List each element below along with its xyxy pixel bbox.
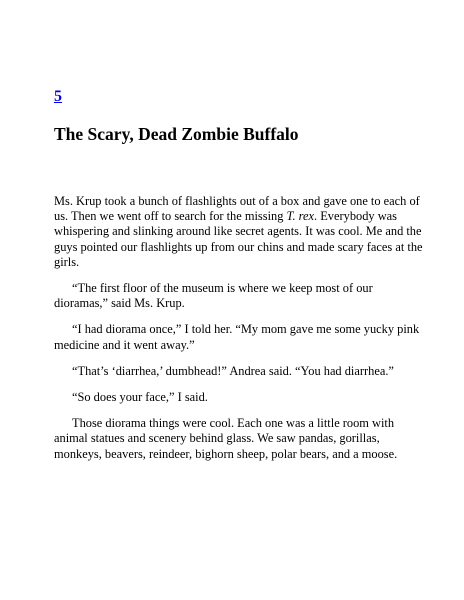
paragraph: “So does your face,” I said. xyxy=(72,390,208,405)
chapter-number-link[interactable]: 5 xyxy=(54,88,62,105)
paragraph-text: . Everybody was whispering and slinking around like secret agents. It was cool. Me and the guys pointed our flashlights up from our chins and made scary faces at the girls. xyxy=(54,209,423,269)
paragraph-text: Ms. Krup took a bunch of flashlights out of a box and gave one to each of us. Then we went off to search for the missing xyxy=(54,194,420,224)
chapter-body xyxy=(54,194,426,473)
paragraph: “The first floor of the museum is where we keep most of our dioramas,” said Ms. Krup. xyxy=(54,281,373,311)
paragraph: Those diorama things were cool. Each one was a little room with animal statues and scenery behind glass. We saw pandas, gorillas, monkeys, beavers, reindeer, bighorn sheep, polar bears, and a moose. xyxy=(54,416,398,461)
emphasized-text: T. rex xyxy=(286,209,315,224)
paragraph: “That’s ‘diarrhea,’ dumbhead!” Andrea said. “You had diarrhea.” xyxy=(72,363,394,378)
paragraph xyxy=(54,194,426,270)
chapter-title: The Scary, Dead Zombie Buffalo xyxy=(54,124,299,144)
paragraph: “I had diorama once,” I told her. “My mom gave me some yucky pink medicine and it went away.” xyxy=(54,322,420,352)
